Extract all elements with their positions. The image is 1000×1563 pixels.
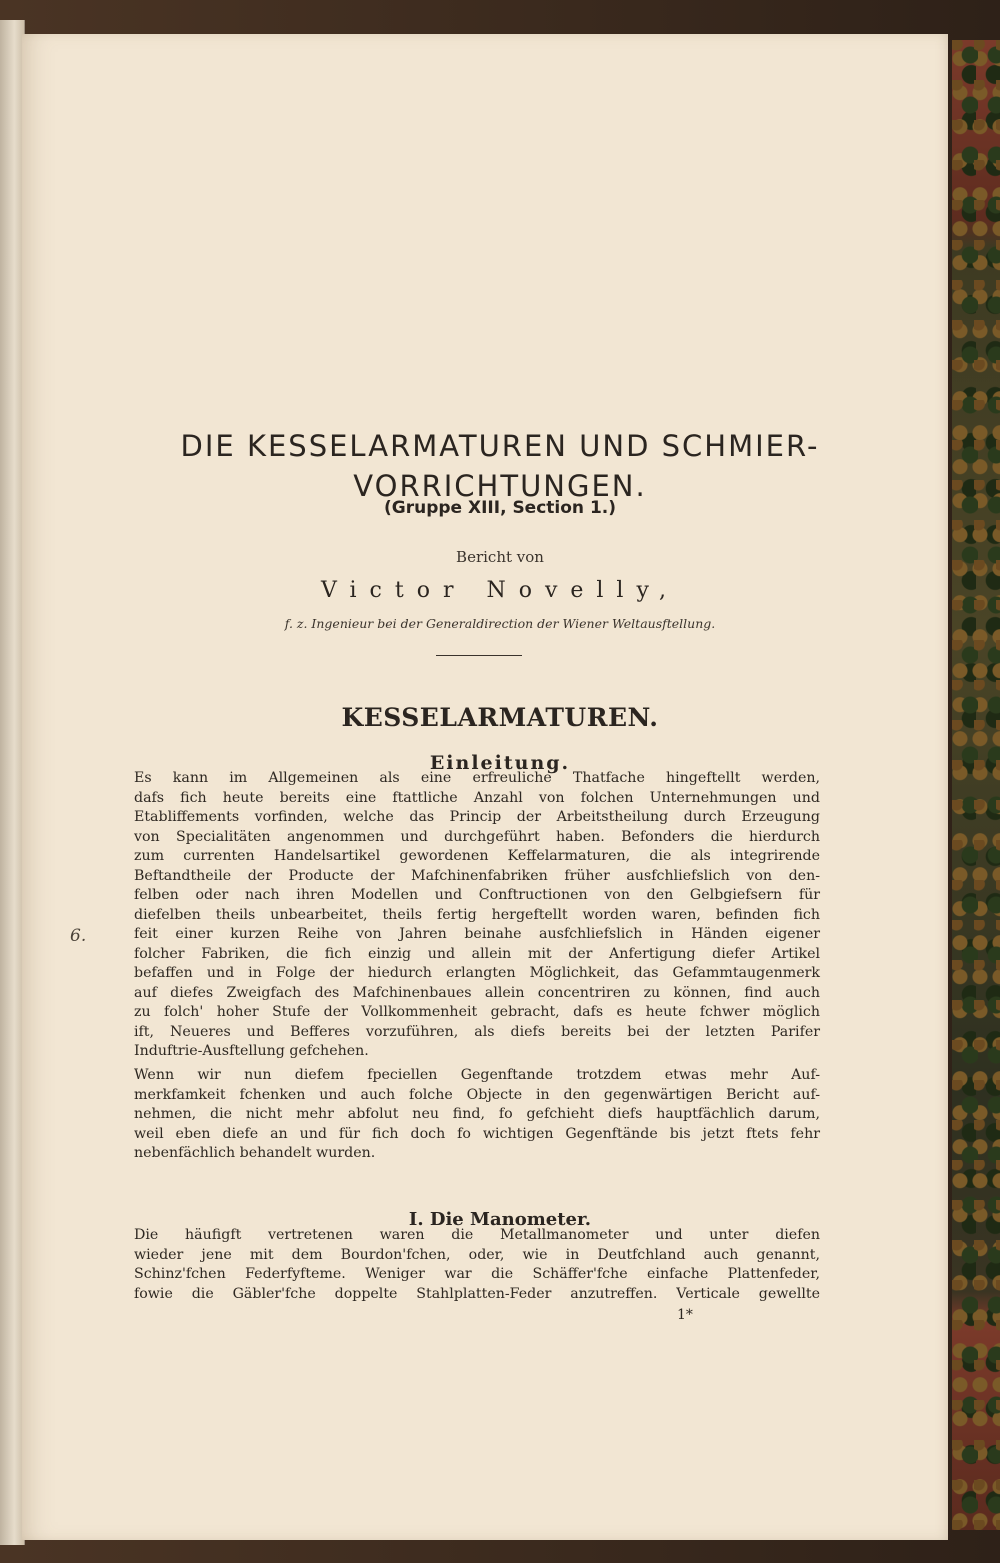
text-line: zum currenten Handelsartikel gewordenen Keffelarmaturen, die als integrirende [134, 848, 820, 864]
text-line: Beftandtheile der Producte der Mafchinenfabriken früher ausfchliefslich von den- [134, 867, 820, 884]
text-line: nehmen, die nicht mehr abfolut neu find, fo gefchieht diefs hauptfächlich darum, [134, 1106, 820, 1122]
text-line: nebenfächlich behandelt wurden. [134, 1145, 376, 1161]
text-line: weil eben diefe an und für fich doch fo wichtigen Gegenftände bis jetzt ftets fehr [134, 1125, 820, 1142]
text-line: von Specialitäten angenommen und durchgeführt haben. Befonders die hierdurch [134, 828, 820, 845]
text-line: felben oder nach ihren Modellen und Conftructionen von den Gelbgiefsern für [134, 887, 820, 903]
text-line: Die häufigft vertretenen waren die Metallmanometer und unter diefen [134, 1227, 820, 1243]
text-line: wieder jene mit dem Bourdon'fchen, oder, wie in Deutfchland auch genannt, [134, 1246, 820, 1263]
paragraph-3 [134, 1226, 820, 1304]
signature-mark: 1* [677, 1307, 693, 1323]
manometer-heading: I. Die Manometer. [408, 1209, 592, 1230]
author-affiliation: f. z. Ingenieur bei der Generaldirection der Wiener Weltausftellung. [284, 616, 716, 631]
paragraph-1 [134, 769, 820, 1062]
text-line: fowie die Gäbler'fche doppelte Stahlplatten-Feder anzutreffen. Verticale gewellte [134, 1285, 820, 1302]
group-label: (Gruppe XIII, Section 1.) [383, 498, 616, 518]
author-name: Victor Novelly, [321, 578, 679, 603]
marbled-book-edge [952, 40, 1000, 1530]
text-line: Es kann im Allgemeinen als eine erfreuliche Thatfache hingeftellt werden, [134, 770, 820, 786]
text-line: diefelben theils unbearbeitet, theils fertig hergeftellt worden waren, befinden fich [134, 906, 820, 923]
bericht-label: Bericht von [456, 548, 544, 566]
margin-note: 6. [70, 926, 87, 946]
text-line: zu folch' hoher Stufe der Vollkommenheit gebracht, dafs es heute fchwer möglich [134, 1004, 820, 1020]
text-line: Wenn wir nun diefem fpeciellen Gegenftande trotzdem etwas mehr Auf- [134, 1067, 820, 1083]
section-title: KESSELARMATUREN. [341, 702, 659, 732]
text-line: Induftrie-Ausftellung gefchehen. [134, 1043, 369, 1059]
text-line: auf diefes Zweigfach des Mafchinenbaues allein concentriren zu können, find auch [134, 984, 820, 1001]
text-line: ift, Neueres und Befferes vorzuführen, als diefs bereits bei der letzten Parifer [134, 1023, 820, 1040]
title-line-2: VORRICHTUNGEN. [353, 469, 647, 504]
text-line: folcher Fabriken, die fich einzig und allein mit der Anfertigung diefer Artikel [134, 945, 820, 962]
subsection-title: Einleitung. [429, 752, 571, 774]
text-line: befaffen und in Folge der hiedurch erlangten Möglichkeit, das Gefammtaugenmerk [134, 965, 820, 981]
divider-rule [436, 655, 522, 656]
title-line-1: DIE KESSELARMATUREN UND SCHMIER- [180, 429, 820, 464]
text-line: dafs fich heute bereits eine ftattliche Anzahl von folchen Unternehmungen und [134, 789, 820, 806]
text-line: feit einer kurzen Reihe von Jahren beinahe ausfchliefslich in Händen eigener [134, 926, 820, 942]
text-line: merkfamkeit fchenken und auch folche Objecte in den gegenwärtigen Bericht auf- [134, 1086, 820, 1103]
paragraph-2 [134, 1066, 820, 1164]
text-line: Etabliffements vorfinden, welche das Princip der Arbeitstheilung durch Erzeugung [134, 809, 820, 825]
text-line: Schinz'fchen Federfyfteme. Weniger war die Schäffer'fche einfache Plattenfeder, [134, 1266, 820, 1282]
